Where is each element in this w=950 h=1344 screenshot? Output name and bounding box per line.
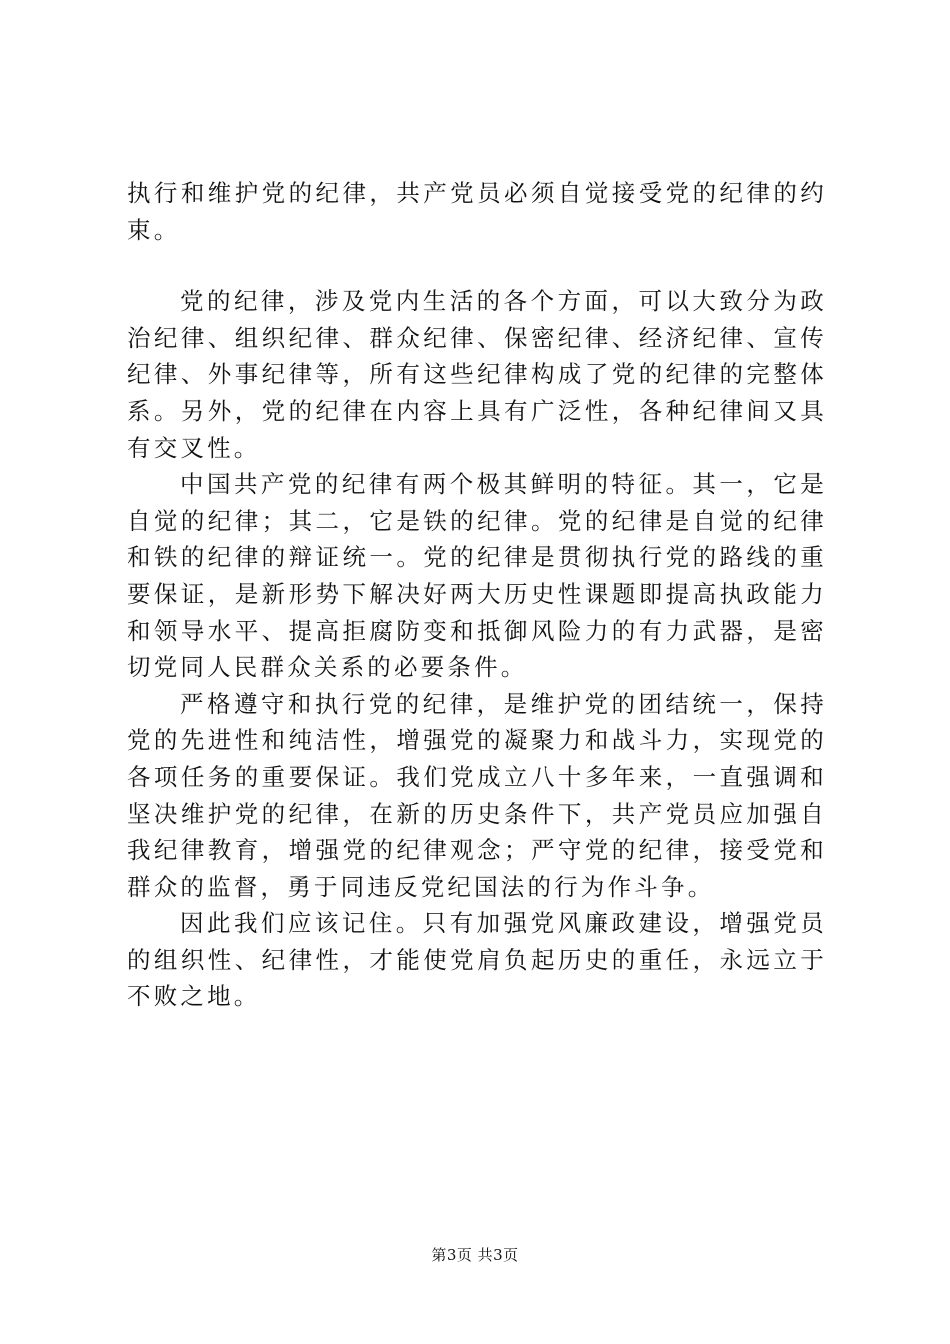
paragraph-discipline-features: 中国共产党的纪律有两个极其鲜明的特征。其一，它是自觉的纪律；其二，它是铁的纪律。党的纪律是自觉的纪律和铁的纪律的辩证统一。党的纪律是贯彻执行党的路线的重要保证，是新形势下解决好两大历史性课题即提高执政能力和领导水平、提高拒腐防变和抵御风险力的有力武器，是密切党同人民群众关系的必要条件。	[127, 470, 827, 682]
paragraph-discipline-categories: 党的纪律，涉及党内生活的各个方面，可以大致分为政治纪律、组织纪律、群众纪律、保密纪律、经济纪律、宣传纪律、外事纪律等，所有这些纪律构成了党的纪律的完整体系。另外，党的纪律在内容上具有广泛性，各种纪律间又具有交叉性。	[127, 287, 827, 462]
paragraph-continuation: 执行和维护党的纪律，共产党员必须自觉接受党的纪律的约束。	[127, 179, 827, 244]
paragraph-conclusion: 因此我们应该记住。只有加强党风廉政建设，增强党员的组织性、纪律性，才能使党肩负起历史的重任，永远立于不败之地。	[127, 909, 827, 1011]
paragraph-discipline-importance: 严格遵守和执行党的纪律，是维护党的团结统一，保持党的先进性和纯洁性，增强党的凝聚力和战斗力，实现党的各项任务的重要保证。我们党成立八十多年来，一直强调和坚决维护党的纪律，在新的历史条件下，共产党员应加强自我纪律教育，增强党的纪律观念；严守党的纪律，接受党和群众的监督，勇于同违反党纪国法的行为作斗争。	[127, 689, 827, 901]
page-number-footer: 第3页 共3页	[431, 1246, 519, 1264]
document-body	[127, 175, 827, 1015]
